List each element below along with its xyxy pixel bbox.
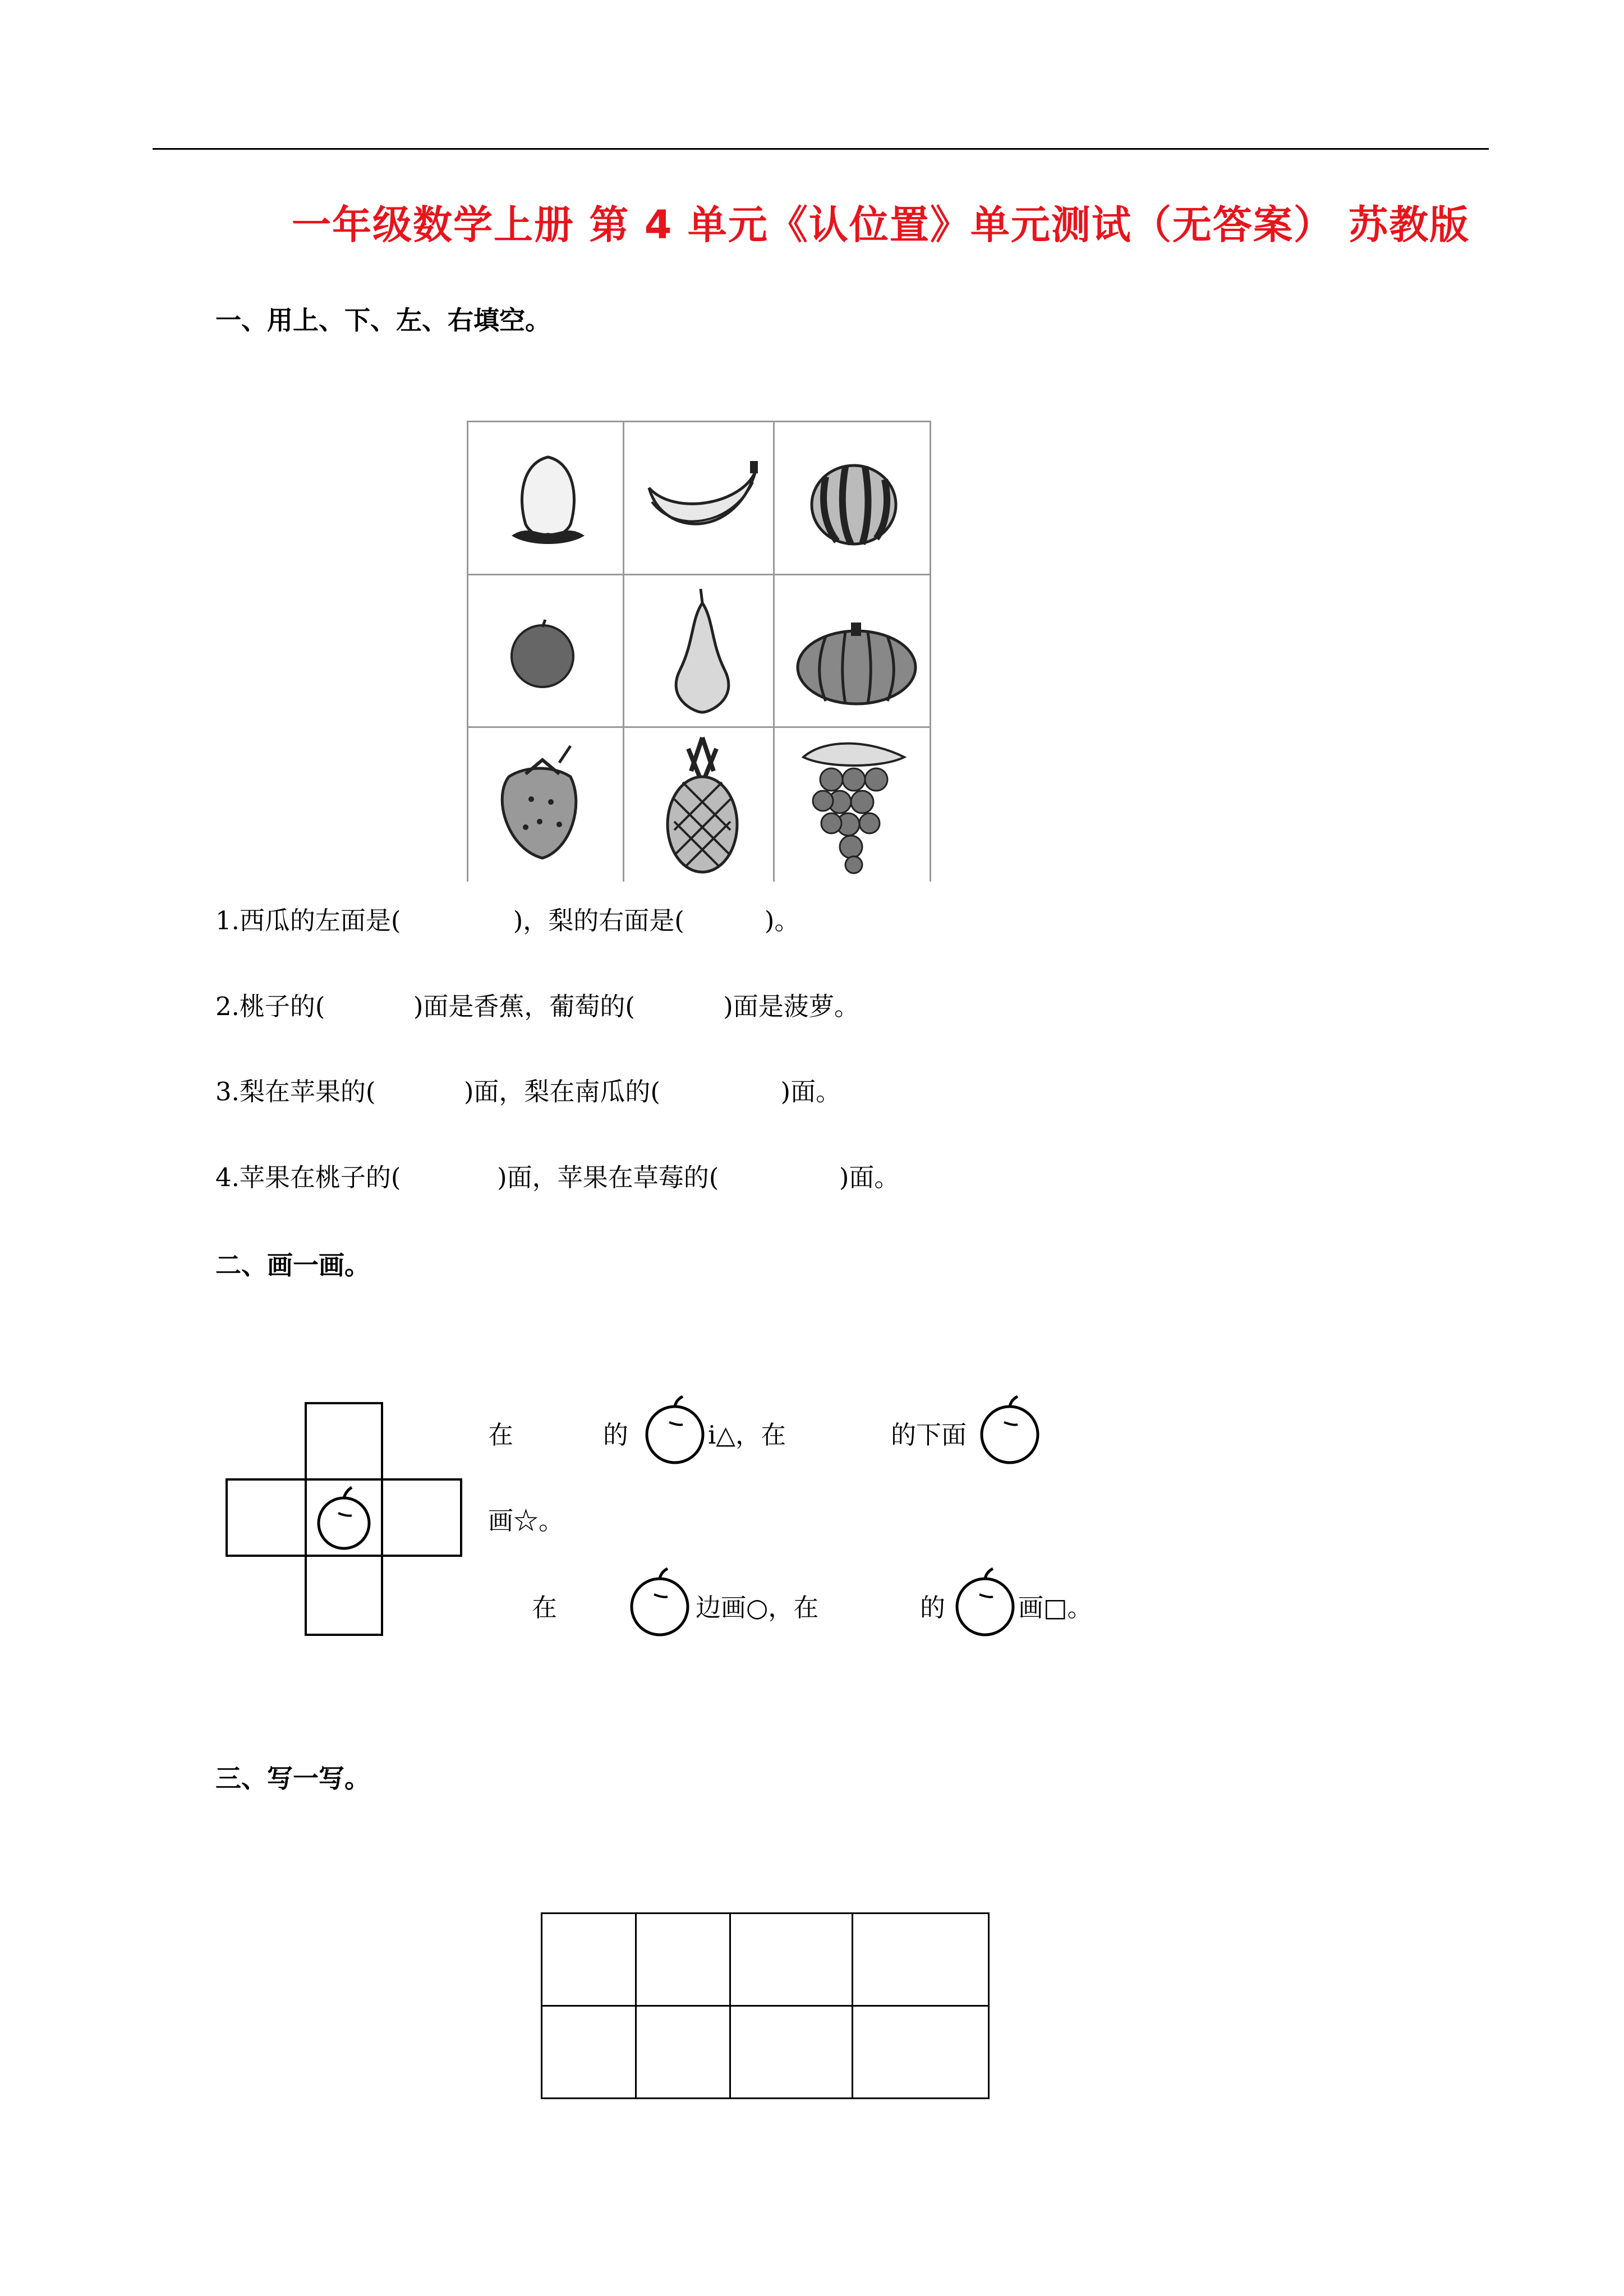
strawberry-icon bbox=[492, 743, 587, 864]
grape-icon bbox=[792, 735, 915, 875]
draw-instruction-3c: 的 bbox=[920, 1593, 946, 1622]
question-2: 2.桃子的( )面是香蕉，葡萄的( )面是菠萝。 bbox=[215, 992, 859, 1021]
draw-instruction-1d: 的下面 bbox=[891, 1420, 967, 1450]
question-1: 1.西瓜的左面是( )，梨的右面是( )。 bbox=[215, 906, 800, 935]
draw-instruction-1c: i△，在 bbox=[708, 1420, 786, 1450]
writing-cell[interactable] bbox=[542, 1914, 636, 2006]
page-title: 一年级数学上册 第 4 单元《认位置》单元测试（无答案） 苏教版 bbox=[292, 202, 1470, 248]
writing-cell[interactable] bbox=[853, 2006, 989, 2099]
cross-cell-right[interactable] bbox=[381, 1478, 462, 1557]
question-3: 3.梨在苹果的( )面，梨在南瓜的( )面。 bbox=[215, 1077, 841, 1106]
cross-cell-bottom[interactable] bbox=[305, 1555, 383, 1636]
banana-icon bbox=[641, 454, 764, 550]
writing-cell[interactable] bbox=[636, 1914, 730, 2006]
draw-instruction-3d: 画□。 bbox=[1018, 1593, 1093, 1622]
apple-icon bbox=[506, 617, 579, 690]
draw-instruction-3a: 在 bbox=[532, 1593, 558, 1622]
writing-cell[interactable] bbox=[853, 1914, 989, 2006]
apple-outline-icon bbox=[953, 1567, 1020, 1638]
section-1-heading: 一、用上、下、左、右填空。 bbox=[215, 305, 551, 335]
peach-icon bbox=[500, 451, 596, 552]
writing-cell[interactable] bbox=[542, 2006, 636, 2099]
writing-table bbox=[541, 1912, 990, 2099]
header-rule bbox=[153, 148, 1489, 150]
apple-outline-icon bbox=[642, 1395, 710, 1465]
pear-icon bbox=[660, 586, 744, 715]
section-2-heading: 二、画一画。 bbox=[215, 1250, 370, 1280]
cross-cell-left[interactable] bbox=[226, 1478, 307, 1557]
writing-cell[interactable] bbox=[730, 2006, 853, 2099]
cross-cell-center bbox=[305, 1478, 383, 1557]
apple-outline-icon bbox=[977, 1395, 1045, 1465]
draw-instruction-3b: 边画○，在 bbox=[696, 1593, 819, 1622]
draw-instruction-2: 画☆。 bbox=[488, 1506, 564, 1536]
watermelon-icon bbox=[803, 454, 904, 550]
apple-outline-icon bbox=[627, 1567, 694, 1638]
writing-cell[interactable] bbox=[636, 2006, 730, 2099]
fruit-grid bbox=[467, 421, 931, 882]
draw-instruction-1b: 的 bbox=[603, 1420, 629, 1450]
pineapple-icon bbox=[657, 732, 747, 875]
apple-outline-icon bbox=[310, 1485, 378, 1552]
question-4: 4.苹果在桃子的( )面，苹果在草莓的( )面。 bbox=[215, 1163, 900, 1192]
section-3-heading: 三、写一写。 bbox=[215, 1763, 370, 1794]
pumpkin-icon bbox=[792, 620, 921, 709]
writing-cell[interactable] bbox=[730, 1914, 853, 2006]
cross-cell-top[interactable] bbox=[305, 1402, 383, 1481]
draw-instruction-1a: 在 bbox=[488, 1420, 514, 1450]
